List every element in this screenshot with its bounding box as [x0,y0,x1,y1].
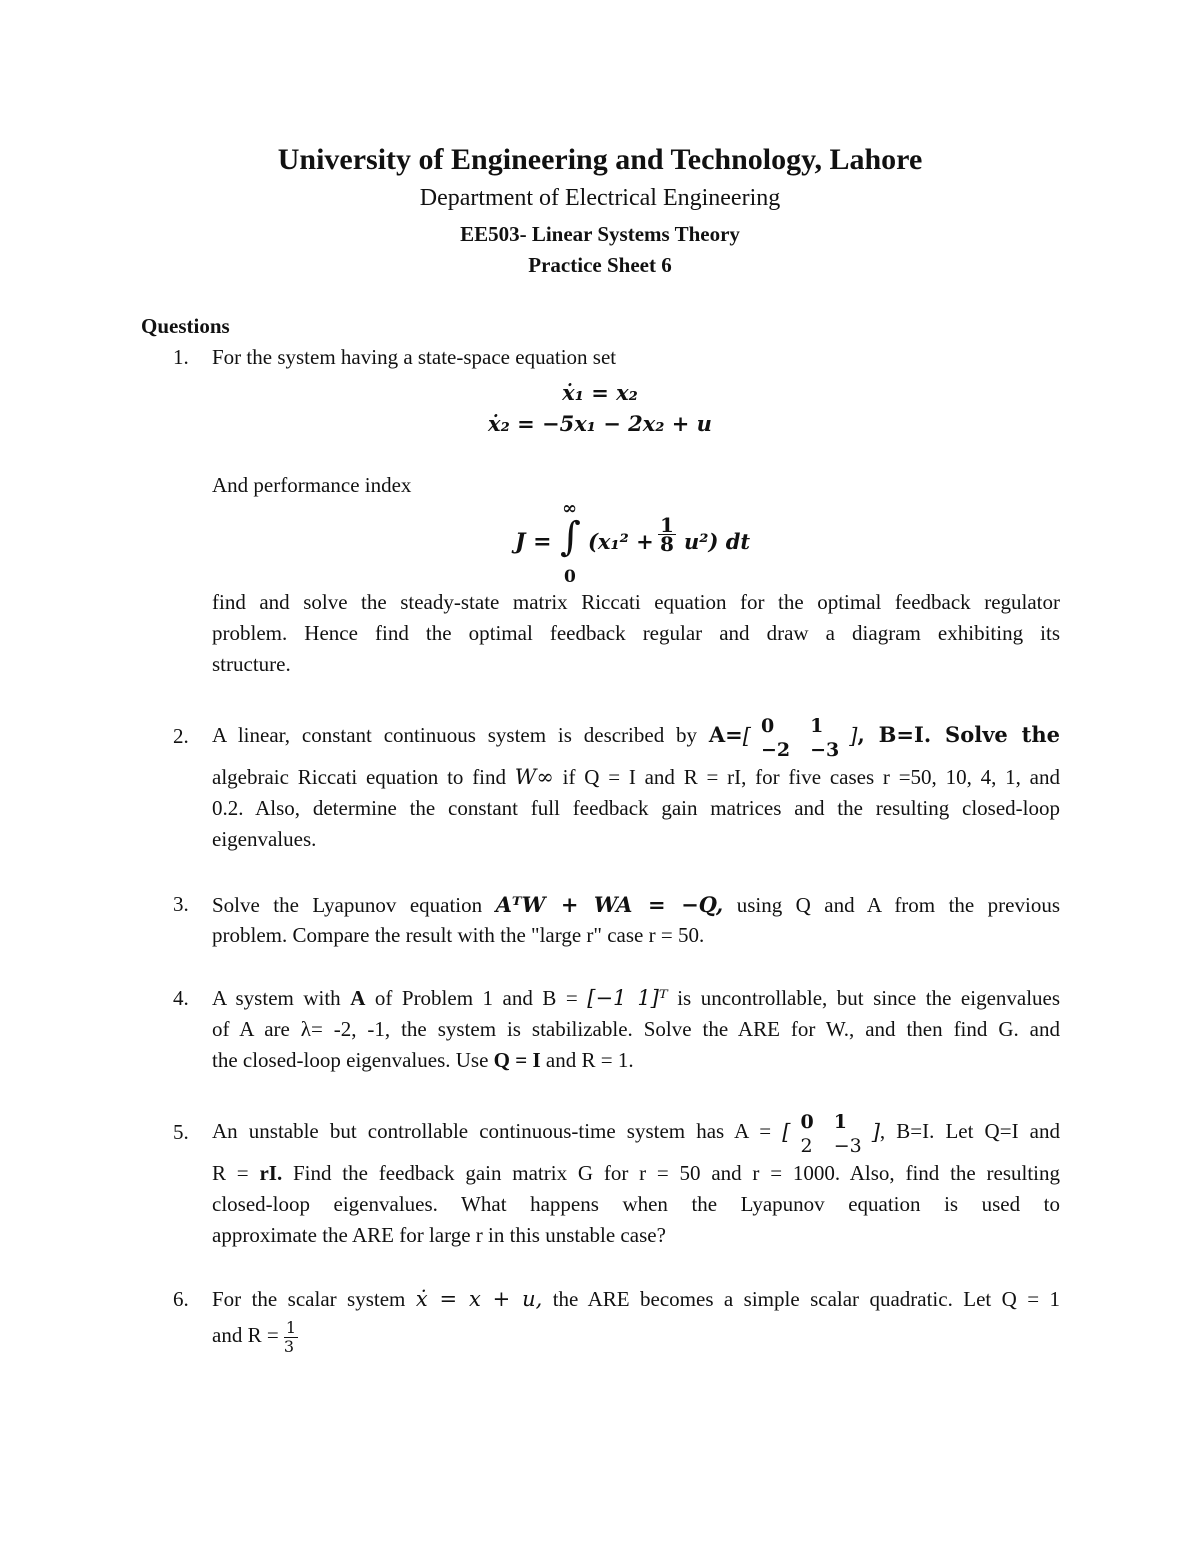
w-infinity-symbol: W∞ [514,765,554,789]
lyapunov-equation: AᵀW + WA = −Q, [495,892,724,917]
question-number: 4. [173,986,189,1010]
question-text: of A are λ= -2, -1, the system is stabilizable. Solve the ARE for W., and then find G. and [212,1017,1060,1041]
course-title: EE503- Linear Systems Theory [460,222,740,246]
sheet-title: Practice Sheet 6 [528,253,672,277]
fraction-denominator: 8 [660,532,674,556]
question-text: and R = $\frac{1}{3}$ [212,1317,297,1356]
integral-sign: ∫ [560,514,581,560]
question-text: R = rI. Find the feedback gain matrix G for r = 50 and r = 1000. Also, find the resulting [212,1161,1061,1185]
question-number: 1. [173,345,189,369]
question-text: A linear, constant continuous system is described by A=[ 0 1 −2 −3], B=I. Solve the [212,711,1060,759]
state-equation-2: ẋ₂ = −5x₁ − 2x₂ + u [488,411,712,436]
question-text: eigenvalues. [212,827,317,851]
integrand-part: u²) dt [684,529,751,554]
question-text: And performance index [212,473,412,497]
questions-heading: Questions [141,314,230,338]
integral-lhs: J = [515,529,552,555]
question-text: algebraic Riccati equation to find W∞ if Q = I and R = rI, for five cases r =50, 10, 4, 1, and [212,765,1060,789]
question-text: problem. Hence find the optimal feedback regular and draw a diagram exhibiting its [212,621,1060,645]
question-text: Solve the Lyapunov equation AᵀW + WA = −Q, using Q and A from the previous [212,892,1061,917]
question-number: 5. [173,1120,189,1144]
question-text: 0.2. Also, determine the constant full feedback gain matrices and the resulting closed-loop [212,796,1060,820]
question-text: For the system having a state-space equation set [212,345,617,369]
system-matrix-a: [ 0 1 −2 −3] [742,715,858,762]
question-text: find and solve the steady-state matrix Riccati equation for the optimal feedback regulator [212,590,1060,614]
b-vector: [−1 1]ᵀ [587,986,668,1010]
scalar-system-equation: ẋ = x + u, [415,1287,543,1311]
question-text: structure. [212,652,291,676]
r-fraction: $\frac{1}{3}$ [283,1317,297,1356]
question-number: 6. [173,1287,189,1311]
question-text: For the scalar system ẋ = x + u, the ARE becomes a simple scalar quadratic. Let Q = 1 [212,1287,1061,1311]
fraction-numerator: 1 [660,513,674,537]
system-matrix-a: [ 0 1 2 −3] [782,1111,880,1158]
question-number: 2. [173,724,189,748]
question-text: A system with A of Problem 1 and B = [−1 1]ᵀ is uncontrollable, but since the eigenvalues [212,986,1061,1010]
university-title: University of Engineering and Technology, Lahore [277,143,923,176]
integrand-fraction [658,513,676,556]
integrand-part: (x₁² + [588,529,654,554]
question-text: the closed-loop eigenvalues. Use Q = I and R = 1. [212,1048,634,1072]
department-name: Department of Electrical Engineering [419,185,781,211]
question-text: problem. Compare the result with the "large r" case r = 50. [212,923,705,947]
state-equation-1: ẋ₁ = x₂ [562,380,638,405]
integral-lower-limit: 0 [564,567,576,587]
integral-upper-limit: ∞ [562,498,577,519]
question-number: 3. [173,892,189,916]
question-text: approximate the ARE for large r in this unstable case? [212,1223,666,1247]
question-text: closed-loop eigenvalues. What happens when the Lyapunov equation is used to [212,1192,1060,1216]
question-text: An unstable but controllable continuous-time system has A = [ 0 1 2 −3], B=I. Let Q=I and [212,1107,1060,1155]
